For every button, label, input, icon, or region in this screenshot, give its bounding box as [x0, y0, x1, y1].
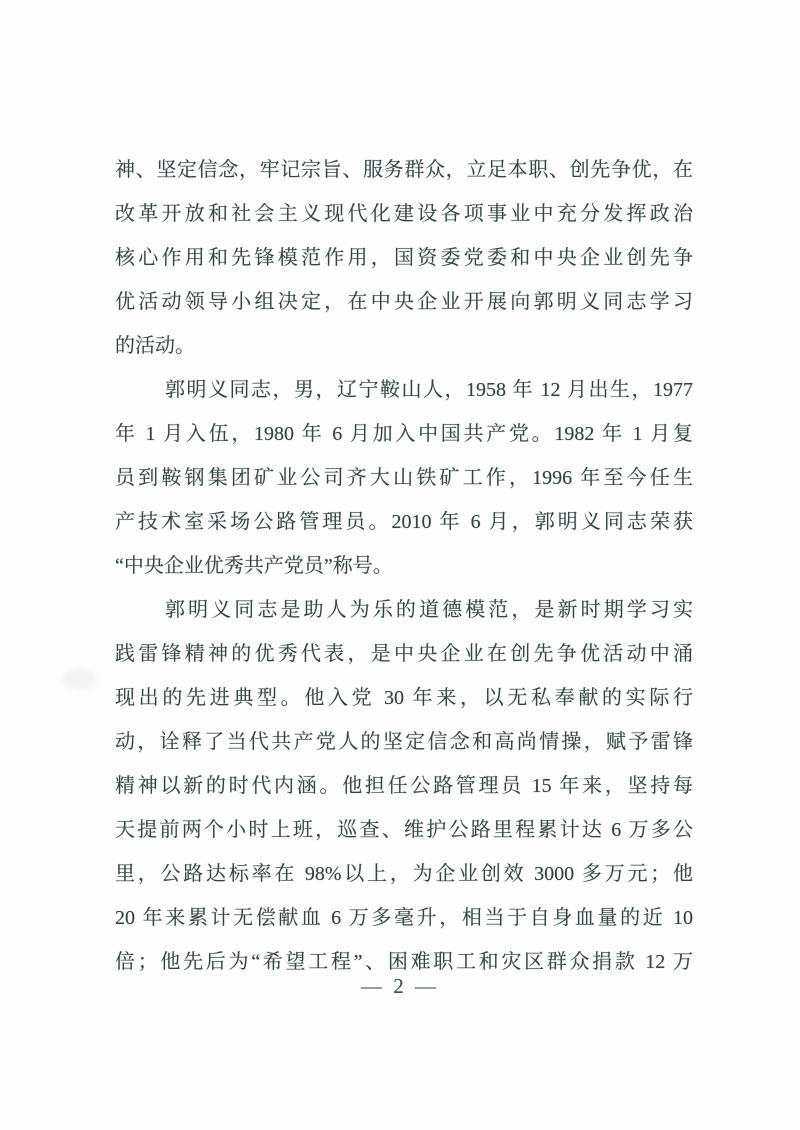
page-number: — 2 —	[361, 974, 439, 998]
text-line: 员到鞍钢集团矿业公司齐大山铁矿工作，1996 年至今任生	[115, 467, 693, 489]
text-line: 郭明义同志是助人为乐的道德模范，是新时期学习实	[165, 599, 693, 621]
text-line: “中央企业优秀共产党员”称号。	[115, 555, 393, 577]
text-line: 优活动领导小组决定，在中央企业开展向郭明义同志学习	[115, 291, 693, 313]
text-line: 现出的先进典型。他入党 30 年来，以无私奉献的实际行	[115, 687, 693, 709]
text-line: 核心作用和先锋模范作用，国资委党委和中央企业创先争	[115, 247, 693, 269]
text-line: 精神以新的时代内涵。他担任公路管理员 15 年来，坚持每	[115, 775, 693, 797]
document-body	[115, 148, 693, 984]
text-line: 郭明义同志，男，辽宁鞍山人，1958 年 12 月出生，1977	[165, 379, 693, 401]
text-line: 践雷锋精神的优秀代表，是中央企业在创先争优活动中涌	[115, 643, 693, 665]
text-line: 天提前两个小时上班，巡查、维护公路里程累计达 6 万多公	[115, 819, 693, 841]
text-line: 动，诠释了当代共产党人的坚定信念和高尚情操，赋予雷锋	[115, 731, 693, 753]
text-line: 产技术室采场公路管理员。2010 年 6 月，郭明义同志荣获	[115, 511, 693, 533]
text-line: 倍；他先后为“希望工程”、困难职工和灾区群众捐款 12 万	[115, 951, 693, 973]
text-line: 年 1 月入伍，1980 年 6 月加入中国共产党。1982 年 1 月复	[115, 423, 693, 445]
text-line: 神、坚定信念，牢记宗旨、服务群众，立足本职、创先争优，在	[115, 159, 693, 181]
text-line: 20 年来累计无偿献血 6 万多毫升，相当于自身血量的近 10	[115, 907, 693, 929]
text-line: 的活动。	[115, 335, 195, 357]
paragraph	[115, 368, 693, 588]
text-line: 里，公路达标率在 98%以上，为企业创效 3000 多万元；他	[115, 863, 693, 885]
paragraph	[115, 588, 693, 984]
paragraph	[115, 148, 693, 368]
text-line: 改革开放和社会主义现代化建设各项事业中充分发挥政治	[115, 203, 693, 225]
scan-artifact	[62, 668, 96, 690]
